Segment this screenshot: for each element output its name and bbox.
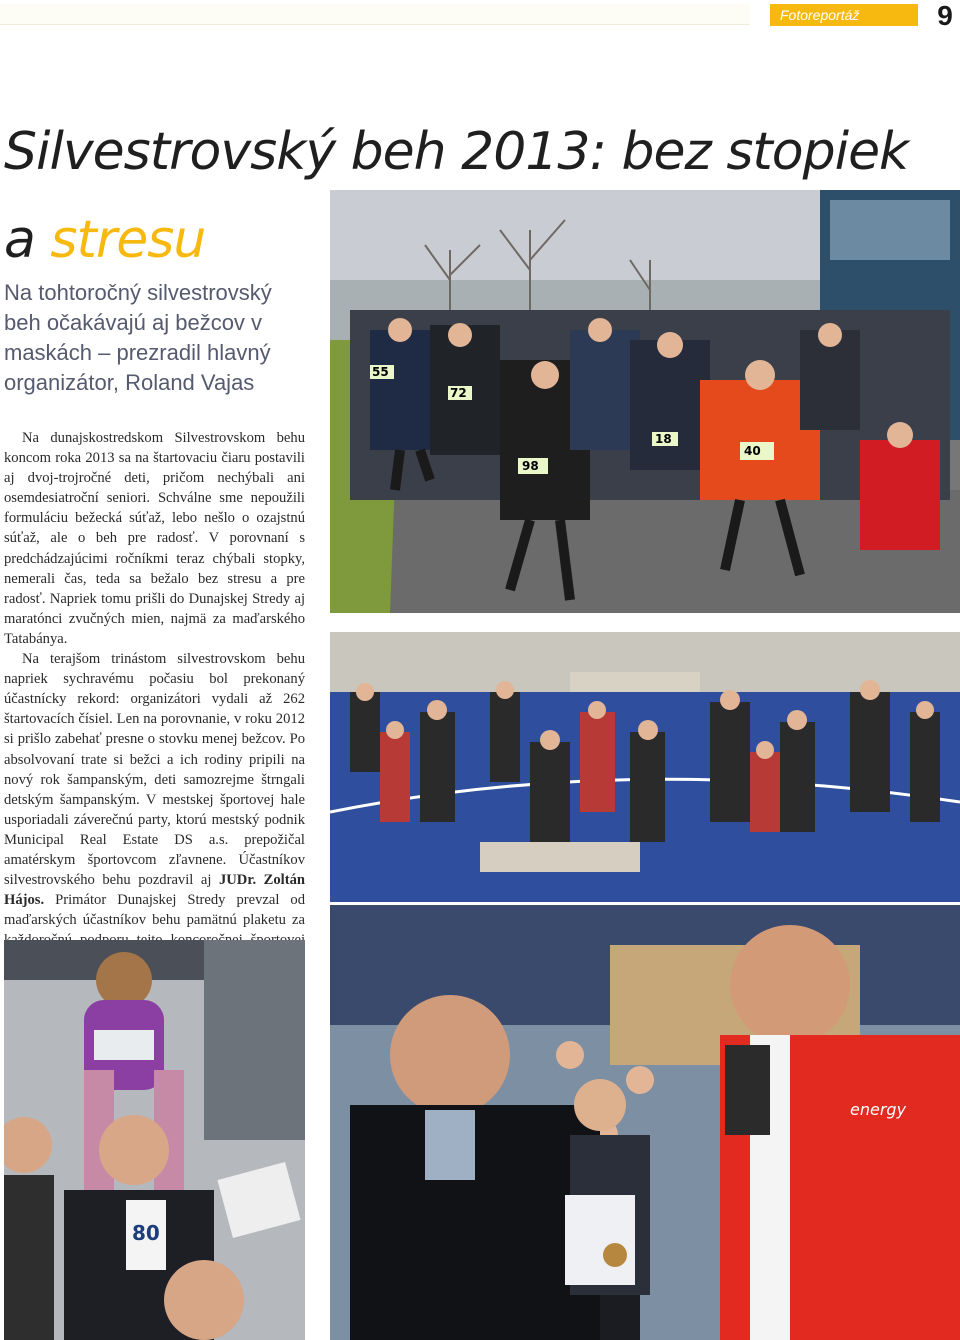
- title-line2-accent: stresu: [50, 210, 206, 270]
- child-bib-number: 80: [132, 1221, 160, 1245]
- bib-number: 40: [744, 444, 761, 458]
- paragraph2-text-b: Primátor Dunajskej Stredy prevzal od maďarských účastníkov behu pamätnú plaketu za: [4, 892, 305, 929]
- title-line1: Silvestrovský beh 2013: bez stopiek: [4, 122, 909, 182]
- page-number: 9: [937, 0, 953, 31]
- article-subtitle: Na tohtoročný silvestrovský beh očakávajú aj bežcov v maskách – prezradil hlavný organizátor, Roland Vajas: [4, 280, 272, 395]
- photo-sports-hall: [330, 632, 960, 902]
- bib-number: 55: [372, 365, 389, 379]
- section-label: Fotoreportáž: [770, 4, 918, 26]
- header-rule: [0, 4, 750, 25]
- bib-number: 72: [450, 386, 467, 400]
- photo-runners-start: [330, 190, 960, 613]
- paragraph2-bold-name: JUDr. Zoltán Hájos.: [4, 872, 306, 909]
- photo-medal-handover: [330, 905, 960, 1340]
- body-paragraph-2: [4, 649, 305, 971]
- article-body: [4, 428, 305, 971]
- photo-child-on-shoulders: [4, 940, 305, 1340]
- bib-number: 98: [522, 459, 539, 473]
- bib-number: 18: [655, 432, 672, 446]
- title-line2-prefix: a: [4, 210, 35, 270]
- body-paragraph-1: Na dunajskostredskom Silvestrovskom behu koncom roka 2013 sa na štartovaciu čiaru postavili aj dvoj-trojročné deti, pričom nechýbali ani osemdesiatroční seniori. Schválne sme nepoužili formuláciu bežecká súťaž, lebo nešlo o ozajstnú súťaž, ale o beh pre radosť. V porovnaní s predchádzajúcimi ročníkmi teraz chýbali stopky, nemerali čas, teda sa bežalo bez stresu a pre radosť. Napriek tomu prišli do Dunajskej Stredy aj maratónci zvučných mien, najmä za maďarského Tatabánya.: [4, 430, 305, 647]
- paragraph2-text-a: Na terajšom trinástom silvestrovskom behu napriek sychravému počasiu bol prekonaný účastnícky rekord: organizátori vydali až 262 štartovacích čísiel. Len na porovnanie, v roku 2012 si prišlo zabehať presne o stovku menej bežcov. Po absolvovaní trate si bežci a ich rodiny pripili na nový rok šampanským, deti samozrejme štrngali detským šampanským. V mestskej športovej hale usporiadali záverečnú party, ktorú mestský podnik Municipal Real Estate DS a.s. prepožičal amatérskym športovcom zľavnene. Účastníkov silvestrovského behu pozdravil aj: [4, 651, 305, 889]
- jacket-print: energy: [850, 1100, 907, 1119]
